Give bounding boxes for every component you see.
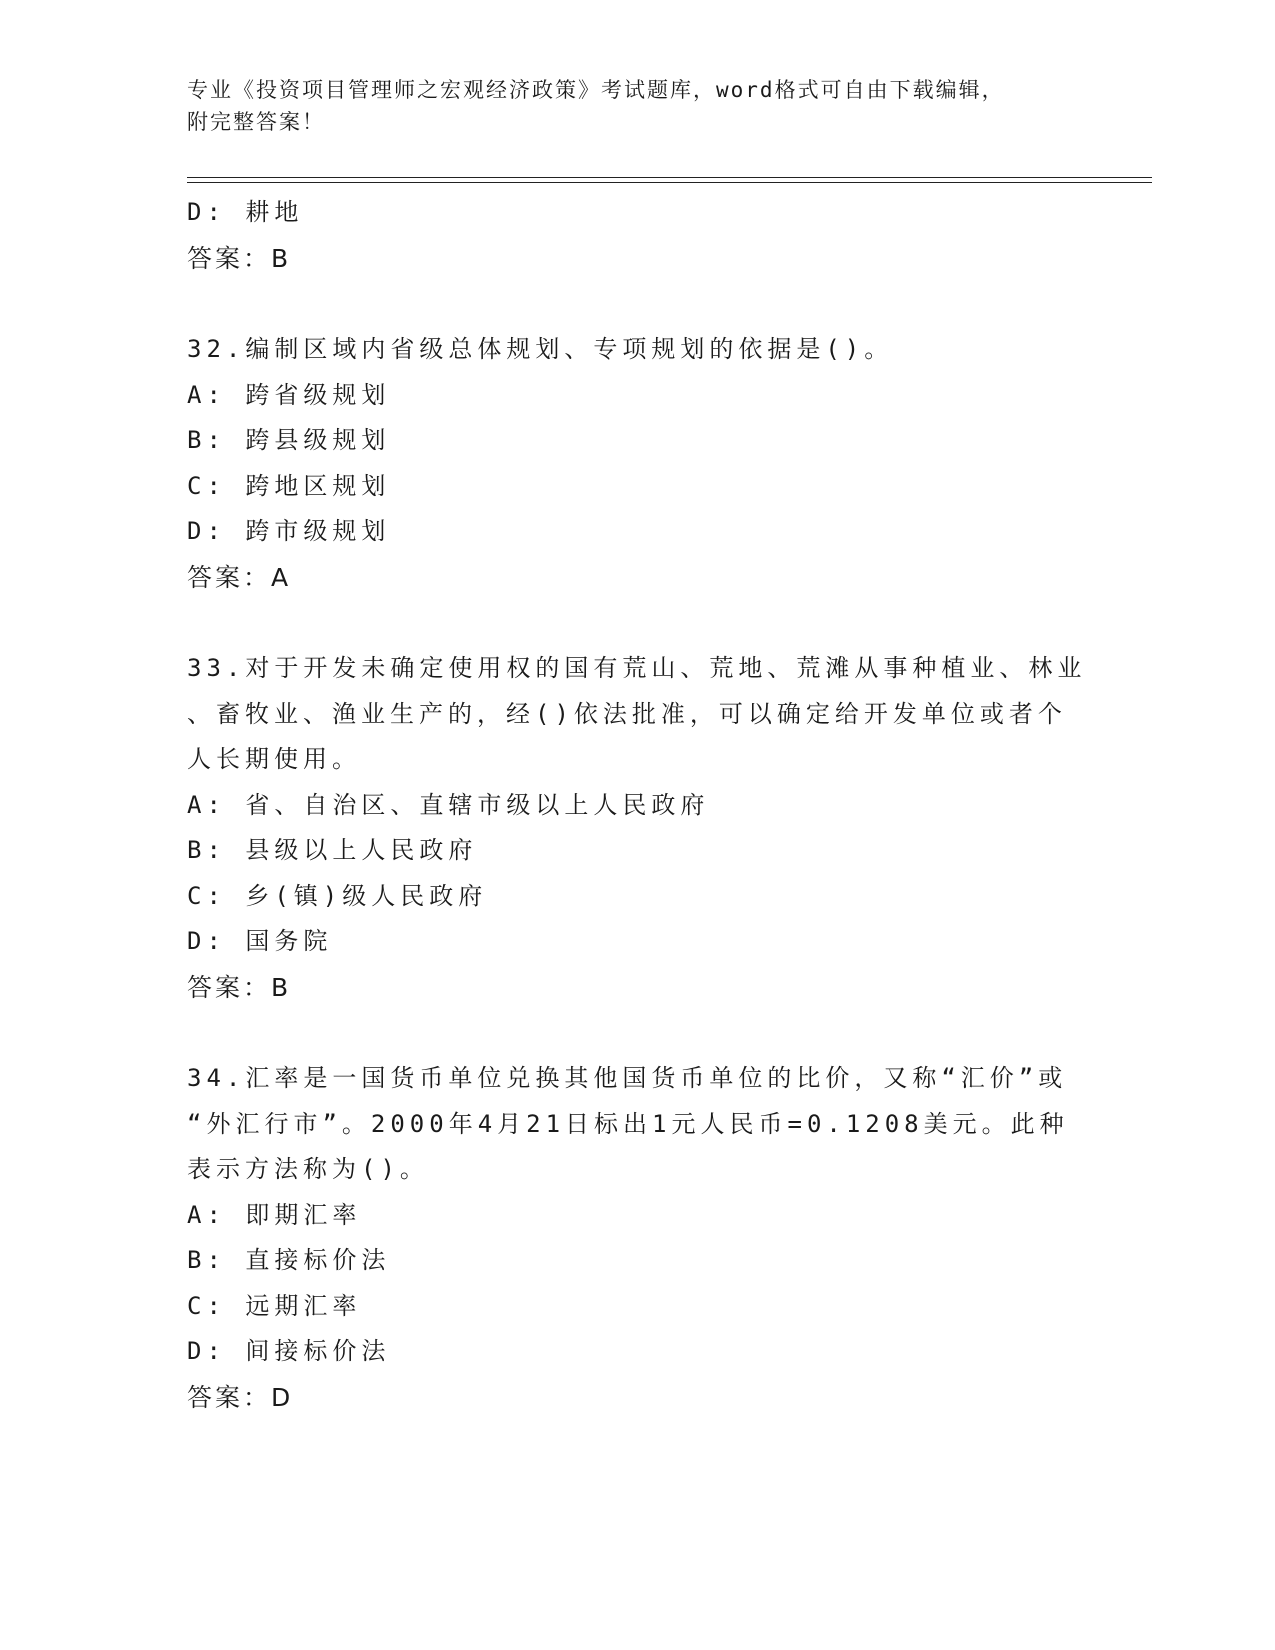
option-a: A: 跨省级规划 [187,380,391,409]
answer-line: 答案：A [187,562,292,592]
header-divider-top [187,177,1152,178]
option-a: A: 省、自治区、直辖市级以上人民政府 [187,790,710,819]
header-line-2: 附完整答案！ [187,110,325,134]
question-text-line-2: 、畜牧业、渔业生产的，经()依法批准，可以确定给开发单位或者个 [187,699,1067,728]
question-text-line-2: “外汇行市”。2000年4月21日标出1元人民币=0.1208美元。此种 [187,1109,1069,1138]
question-text-line-3: 人长期使用。 [187,745,361,773]
spacer [187,600,1087,646]
header-divider-bottom [187,182,1152,183]
option-d: D: 跨市级规划 [187,517,391,545]
option-c: C: 乡(镇)级人民政府 [187,881,488,910]
question-list [187,190,1087,1420]
question-text-line-1: 34.汇率是一国货币单位兑换其他国货币单位的比价，又称“汇价”或 [187,1064,1068,1092]
spacer [187,281,1087,327]
option-a: A: 即期汇率 [187,1200,362,1229]
option-d: D: 间接标价法 [187,1337,391,1365]
question-32 [187,327,1087,600]
answer-line: 答案：B [187,972,292,1002]
question-33 [187,646,1087,1010]
spacer [187,1010,1087,1056]
option-b: B: 直接标价法 [187,1246,391,1274]
answer-line: 答案：B [187,243,292,273]
question-text-line-1: 33.对于开发未确定使用权的国有荒山、荒地、荒滩从事种植业、林业 [187,654,1087,682]
header-line-1: 专业《投资项目管理师之宏观经济政策》考试题库，word格式可自由下载编辑， [187,78,1005,102]
option-c: C: 远期汇率 [187,1291,362,1320]
option-d: D: 耕地 [187,198,304,226]
option-b: B: 跨县级规划 [187,426,391,454]
document-header [187,74,1087,138]
option-c: C: 跨地区规划 [187,471,391,500]
question-31-tail [187,190,1087,281]
answer-line: 答案：D [187,1382,294,1412]
question-text-line-3: 表示方法称为()。 [187,1155,429,1183]
option-d: D: 国务院 [187,927,333,955]
option-b: B: 县级以上人民政府 [187,836,478,864]
question-text: 32.编制区域内省级总体规划、专项规划的依据是()。 [187,335,894,363]
question-34 [187,1056,1087,1420]
